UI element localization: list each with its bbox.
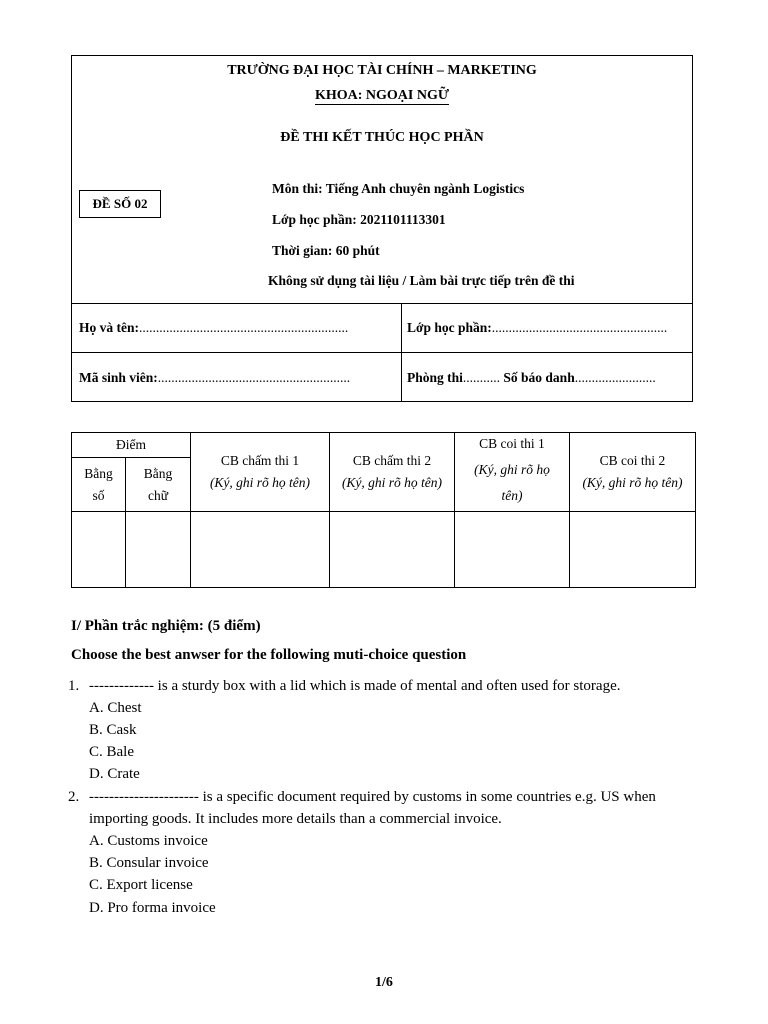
question-2-text-line-1: ---------------------- is a specific document required by customs in some countries e.g. US when [89, 789, 656, 805]
seat-dots: ........................ [574, 370, 656, 385]
score-text-header: Bằng chữ [126, 458, 191, 512]
grader-2-label: CB chấm thi 2 [352, 453, 432, 468]
proctor-2-cell [570, 433, 696, 512]
page-number: 1/6 [375, 975, 393, 990]
exam-header-box [71, 55, 693, 402]
question-1-option-d[interactable]: D. Crate [89, 766, 140, 782]
question-1-number: 1. [68, 678, 80, 694]
question-1-option-a[interactable]: A. Chest [89, 700, 142, 716]
question-2-text-line-2: importing goods. It includes more details than a commercial invoice. [89, 811, 502, 827]
info-horizontal-divider [71, 352, 693, 353]
section-instruction: Choose the best anwser for the following muti-choice question [71, 647, 467, 663]
exam-number-box: ĐỀ SỐ 02 [79, 190, 161, 218]
section-title: I/ Phần trắc nghiệm: (5 điểm) [71, 618, 261, 634]
score-text-cell[interactable] [126, 512, 191, 588]
class-label: Lớp học phần: [407, 320, 492, 335]
student-id-dots: ......................................................... [157, 370, 351, 385]
student-id-label: Mã sinh viên: [79, 370, 158, 385]
question-1-option-b[interactable]: B. Cask [89, 722, 137, 738]
score-number-header: Bằng số [72, 458, 126, 512]
proctor-1-sign-cell[interactable] [455, 512, 570, 588]
question-2-option-a[interactable]: A. Customs invoice [89, 833, 208, 849]
question-2-option-c[interactable]: C. Export license [89, 877, 193, 893]
grader-1-sign-cell[interactable] [191, 512, 330, 588]
faculty-label: KHOA: NGOẠI NGỮ [314, 88, 450, 103]
class-dots: .................................................... [491, 320, 668, 335]
class-code-line: Lớp học phần: 2021101113301 [272, 212, 446, 227]
question-1-text: ------------- is a sturdy box with a lid which is made of mental and often used for storage. [89, 678, 621, 694]
student-name-label: Họ và tên: [79, 320, 139, 335]
room-seat-field[interactable] [407, 370, 656, 386]
score-number-cell[interactable] [72, 512, 126, 588]
proctor-2-sign-cell[interactable] [570, 512, 696, 588]
question-1-option-c[interactable]: C. Bale [89, 744, 134, 760]
question-2-number: 2. [68, 789, 80, 805]
student-id-field[interactable] [79, 370, 350, 386]
score-table [71, 432, 696, 588]
header-divider [71, 303, 693, 304]
room-label: Phòng thi [407, 370, 463, 385]
score-header: Điểm [72, 433, 191, 458]
grader-1-label: CB chấm thi 1 [220, 453, 300, 468]
proctor-2-sign-note: (Ký, ghi rõ họ tên) [582, 475, 683, 490]
proctor-2-label: CB coi thi 2 [599, 453, 666, 468]
grader-2-sign-cell[interactable] [330, 512, 455, 588]
grader-1-sign-note: (Ký, ghi rõ họ tên) [209, 475, 311, 490]
question-2-option-b[interactable]: B. Consular invoice [89, 855, 209, 871]
subject-line: Môn thi: Tiếng Anh chuyên ngành Logistics [272, 181, 525, 196]
question-2-option-d[interactable]: D. Pro forma invoice [89, 900, 216, 916]
school-name: TRƯỜNG ĐẠI HỌC TÀI CHÍNH – MARKETING [227, 63, 537, 78]
seat-label: Số báo danh [503, 370, 575, 385]
grader-2-cell [330, 433, 455, 512]
grader-2-sign-note: (Ký, ghi rõ họ tên) [341, 475, 443, 490]
faculty-name [71, 88, 693, 104]
proctor-1-label: CB coi thi 1 [479, 436, 545, 451]
student-name-dots: .............................................................. [139, 320, 349, 335]
proctor-1-cell [455, 433, 570, 512]
proctor-1-sign-note: (Ký, ghi rõ họ tên) [474, 462, 550, 503]
room-dots: ........... [462, 370, 501, 385]
rules-line: Không sử dụng tài liệu / Làm bài trực tiếp trên đề thi [268, 273, 575, 288]
student-name-field[interactable] [79, 320, 348, 336]
class-field[interactable] [407, 320, 667, 336]
exam-title: ĐỀ THI KẾT THÚC HỌC PHẦN [280, 130, 484, 145]
grader-1-cell [191, 433, 330, 512]
duration-line: Thời gian: 60 phút [272, 243, 380, 258]
